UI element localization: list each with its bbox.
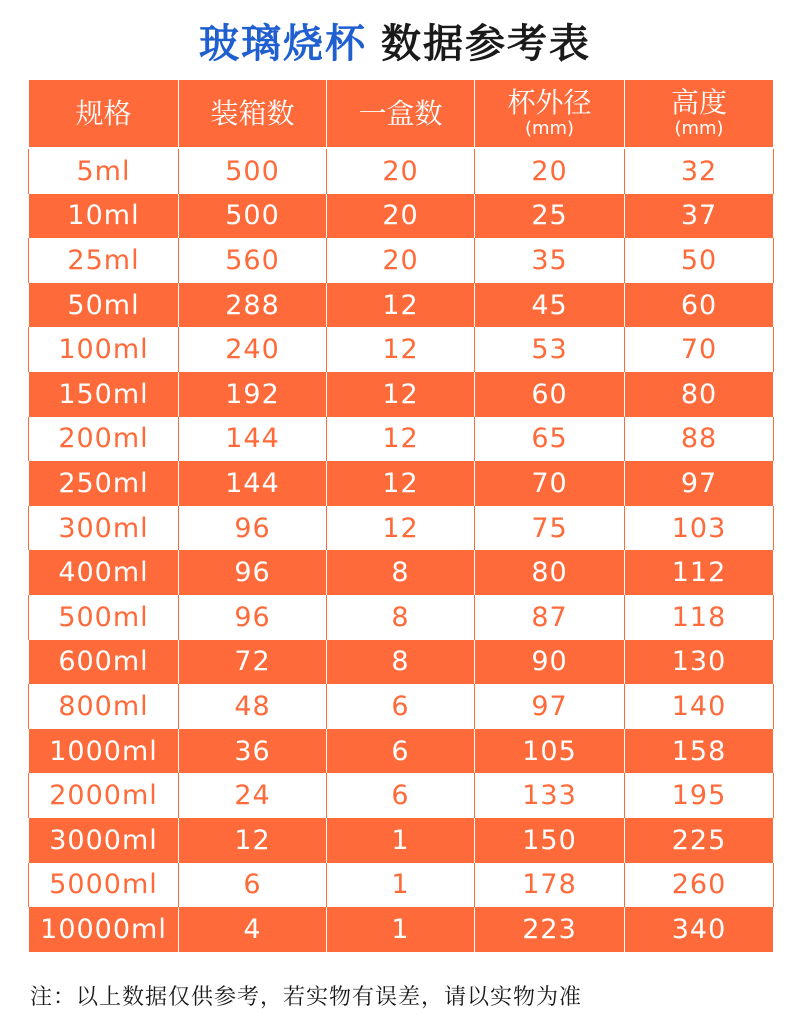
cell-box-qty: 6 bbox=[327, 729, 475, 774]
cell-height: 130 bbox=[625, 640, 774, 685]
header-height: 高度 (mm) bbox=[625, 80, 774, 148]
cell-height: 97 bbox=[625, 461, 774, 506]
header-outer-diameter: 杯外径 (mm) bbox=[475, 80, 625, 148]
cell-box-qty: 20 bbox=[327, 148, 475, 194]
table-row bbox=[29, 506, 774, 551]
data-table-container bbox=[28, 80, 773, 952]
cell-spec: 200ml bbox=[29, 417, 179, 462]
reference-table bbox=[28, 80, 774, 952]
cell-outer-diameter: 150 bbox=[475, 818, 625, 863]
cell-spec: 10ml bbox=[29, 194, 179, 239]
table-row bbox=[29, 863, 774, 908]
cell-case-qty: 288 bbox=[179, 283, 327, 328]
cell-outer-diameter: 133 bbox=[475, 773, 625, 818]
cell-spec: 1000ml bbox=[29, 729, 179, 774]
cell-box-qty: 8 bbox=[327, 640, 475, 685]
cell-height: 37 bbox=[625, 194, 774, 239]
cell-outer-diameter: 60 bbox=[475, 372, 625, 417]
cell-height: 112 bbox=[625, 550, 774, 595]
cell-spec: 5ml bbox=[29, 148, 179, 194]
cell-height: 195 bbox=[625, 773, 774, 818]
cell-box-qty: 20 bbox=[327, 238, 475, 283]
table-row bbox=[29, 550, 774, 595]
cell-box-qty: 12 bbox=[327, 283, 475, 328]
cell-outer-diameter: 90 bbox=[475, 640, 625, 685]
cell-height: 103 bbox=[625, 506, 774, 551]
cell-spec: 3000ml bbox=[29, 818, 179, 863]
cell-height: 340 bbox=[625, 907, 774, 952]
header-box-qty: 一盒数 bbox=[327, 80, 475, 148]
cell-box-qty: 12 bbox=[327, 461, 475, 506]
cell-case-qty: 192 bbox=[179, 372, 327, 417]
cell-height: 260 bbox=[625, 863, 774, 908]
cell-box-qty: 6 bbox=[327, 684, 475, 729]
cell-box-qty: 1 bbox=[327, 818, 475, 863]
cell-spec: 250ml bbox=[29, 461, 179, 506]
cell-case-qty: 144 bbox=[179, 461, 327, 506]
table-row bbox=[29, 238, 774, 283]
cell-height: 225 bbox=[625, 818, 774, 863]
table-header-row bbox=[29, 80, 774, 148]
table-row bbox=[29, 595, 774, 640]
cell-outer-diameter: 75 bbox=[475, 506, 625, 551]
cell-box-qty: 8 bbox=[327, 550, 475, 595]
cell-outer-diameter: 105 bbox=[475, 729, 625, 774]
cell-height: 140 bbox=[625, 684, 774, 729]
table-row bbox=[29, 773, 774, 818]
cell-case-qty: 72 bbox=[179, 640, 327, 685]
cell-spec: 10000ml bbox=[29, 907, 179, 952]
table-row bbox=[29, 283, 774, 328]
cell-outer-diameter: 87 bbox=[475, 595, 625, 640]
table-row bbox=[29, 684, 774, 729]
cell-case-qty: 6 bbox=[179, 863, 327, 908]
cell-spec: 2000ml bbox=[29, 773, 179, 818]
cell-case-qty: 500 bbox=[179, 194, 327, 239]
cell-case-qty: 96 bbox=[179, 550, 327, 595]
cell-box-qty: 12 bbox=[327, 372, 475, 417]
footnote: 注：以上数据仅供参考，若实物有误差，请以实物为准 bbox=[30, 985, 583, 1010]
cell-outer-diameter: 35 bbox=[475, 238, 625, 283]
header-height-unit: (mm) bbox=[674, 117, 724, 139]
header-spec: 规格 bbox=[29, 80, 179, 148]
cell-box-qty: 12 bbox=[327, 506, 475, 551]
cell-outer-diameter: 25 bbox=[475, 194, 625, 239]
cell-height: 118 bbox=[625, 595, 774, 640]
cell-spec: 400ml bbox=[29, 550, 179, 595]
header-case-qty: 装箱数 bbox=[179, 80, 327, 148]
cell-spec: 25ml bbox=[29, 238, 179, 283]
cell-box-qty: 1 bbox=[327, 907, 475, 952]
table-row bbox=[29, 372, 774, 417]
cell-box-qty: 6 bbox=[327, 773, 475, 818]
cell-spec: 500ml bbox=[29, 595, 179, 640]
cell-case-qty: 12 bbox=[179, 818, 327, 863]
table-body bbox=[29, 148, 774, 952]
table-row bbox=[29, 417, 774, 462]
cell-case-qty: 144 bbox=[179, 417, 327, 462]
cell-outer-diameter: 70 bbox=[475, 461, 625, 506]
cell-spec: 600ml bbox=[29, 640, 179, 685]
table-row bbox=[29, 148, 774, 194]
cell-case-qty: 96 bbox=[179, 506, 327, 551]
cell-spec: 800ml bbox=[29, 684, 179, 729]
cell-box-qty: 8 bbox=[327, 595, 475, 640]
page-title bbox=[0, 18, 790, 70]
cell-case-qty: 96 bbox=[179, 595, 327, 640]
cell-case-qty: 240 bbox=[179, 327, 327, 372]
cell-spec: 50ml bbox=[29, 283, 179, 328]
cell-outer-diameter: 45 bbox=[475, 283, 625, 328]
cell-box-qty: 1 bbox=[327, 863, 475, 908]
table-row bbox=[29, 907, 774, 952]
cell-spec: 300ml bbox=[29, 506, 179, 551]
cell-outer-diameter: 53 bbox=[475, 327, 625, 372]
cell-height: 32 bbox=[625, 148, 774, 194]
cell-outer-diameter: 97 bbox=[475, 684, 625, 729]
table-row bbox=[29, 194, 774, 239]
cell-box-qty: 12 bbox=[327, 417, 475, 462]
cell-case-qty: 48 bbox=[179, 684, 327, 729]
header-outer-diameter-unit: (mm) bbox=[524, 117, 575, 139]
cell-spec: 5000ml bbox=[29, 863, 179, 908]
title-product: 玻璃烧杯 bbox=[199, 21, 367, 67]
cell-case-qty: 4 bbox=[179, 907, 327, 952]
cell-outer-diameter: 223 bbox=[475, 907, 625, 952]
cell-box-qty: 12 bbox=[327, 327, 475, 372]
title-subtitle: 数据参考表 bbox=[381, 21, 591, 67]
table-row bbox=[29, 640, 774, 685]
cell-height: 60 bbox=[625, 283, 774, 328]
cell-height: 70 bbox=[625, 327, 774, 372]
cell-box-qty: 20 bbox=[327, 194, 475, 239]
cell-height: 50 bbox=[625, 238, 774, 283]
cell-outer-diameter: 20 bbox=[475, 148, 625, 194]
table-row bbox=[29, 327, 774, 372]
cell-spec: 150ml bbox=[29, 372, 179, 417]
cell-case-qty: 24 bbox=[179, 773, 327, 818]
cell-case-qty: 500 bbox=[179, 148, 327, 194]
cell-height: 80 bbox=[625, 372, 774, 417]
cell-case-qty: 36 bbox=[179, 729, 327, 774]
table-row bbox=[29, 461, 774, 506]
table-row bbox=[29, 729, 774, 774]
cell-spec: 100ml bbox=[29, 327, 179, 372]
cell-outer-diameter: 65 bbox=[475, 417, 625, 462]
cell-case-qty: 560 bbox=[179, 238, 327, 283]
cell-outer-diameter: 80 bbox=[475, 550, 625, 595]
cell-outer-diameter: 178 bbox=[475, 863, 625, 908]
cell-height: 88 bbox=[625, 417, 774, 462]
table-row bbox=[29, 818, 774, 863]
cell-height: 158 bbox=[625, 729, 774, 774]
